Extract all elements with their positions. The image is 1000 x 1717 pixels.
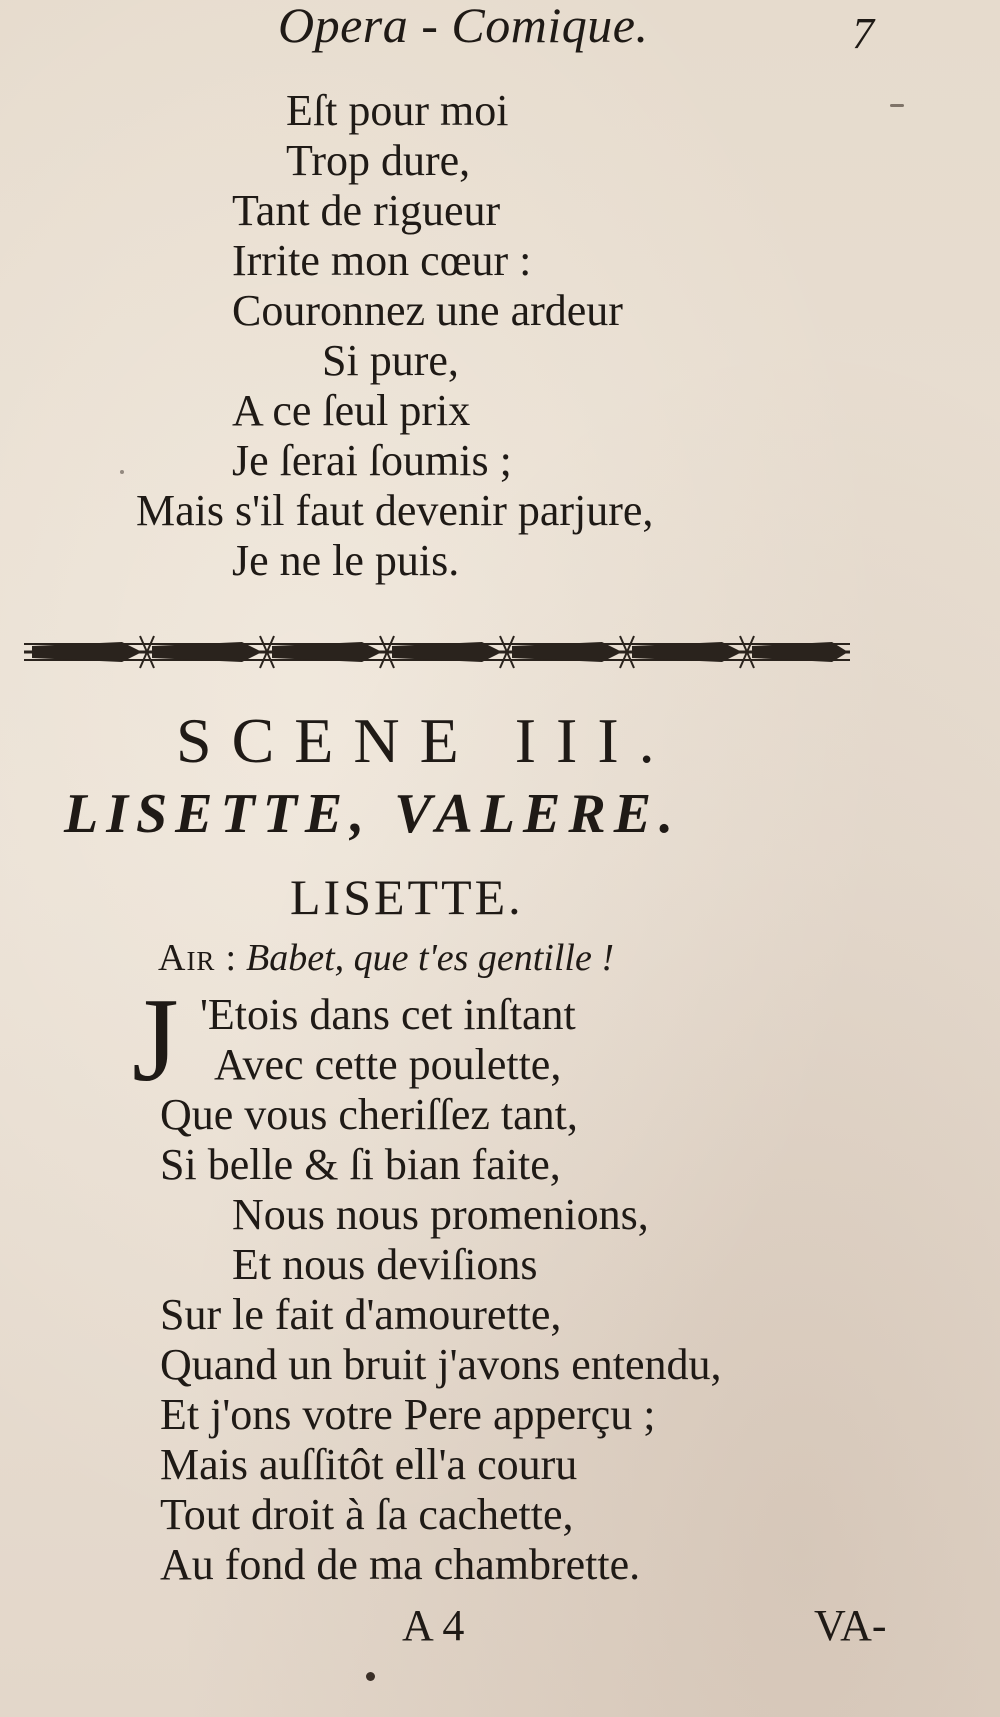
speaker-name: LISETTE. xyxy=(290,869,524,925)
verse-line: Je ne le puis. xyxy=(232,536,460,585)
verse-line: Si pure, xyxy=(322,336,459,385)
song-line: Avec cette poulette, xyxy=(214,1040,562,1089)
drop-cap: J xyxy=(132,973,179,1106)
song-line: Tout droit à ſa cachette, xyxy=(160,1490,574,1539)
song-line: Mais auſſitôt ell'a couru xyxy=(160,1440,578,1489)
song-line: 'Etois dans cet inſtant xyxy=(200,990,576,1039)
scene-title: SCENE III. xyxy=(176,705,675,776)
verse-line: A ce ſeul prix xyxy=(232,386,471,435)
verse-line: Couronnez une ardeur xyxy=(232,286,623,335)
song-line: Et j'ons votre Pere apperçu ; xyxy=(160,1390,656,1439)
signature-mark: A 4 xyxy=(402,1601,465,1650)
song-line: Sur le fait d'amourette, xyxy=(160,1290,562,1339)
song-line: Quand un bruit j'avons entendu, xyxy=(160,1340,722,1389)
song-line: Au fond de ma chambrette. xyxy=(160,1540,641,1589)
catchword: VA- xyxy=(814,1601,887,1650)
song-line: Et nous deviſions xyxy=(232,1240,538,1289)
page-number: 7 xyxy=(852,9,874,58)
air-tune: Babet, que t'es gentille ! xyxy=(246,937,614,979)
verse-line: Irrite mon cœur : xyxy=(232,236,532,285)
air-indication xyxy=(158,936,614,980)
scene-characters: LISETTE, VALERE. xyxy=(64,783,682,845)
verse-line: Trop dure, xyxy=(286,136,471,185)
air-colon: : xyxy=(225,937,237,979)
ink-speck xyxy=(890,104,904,107)
air-label: Air xyxy=(158,937,216,979)
song-line: Que vous cheriſſez tant, xyxy=(160,1090,578,1139)
song-line: Nous nous promenions, xyxy=(232,1190,649,1239)
verse-line: Eſt pour moi xyxy=(286,86,509,135)
verse-line: Tant de rigueur xyxy=(232,186,501,235)
ornamental-rule xyxy=(22,632,852,672)
ink-speck xyxy=(120,470,124,474)
verse-line: Je ſerai ſoumis ; xyxy=(232,436,512,485)
running-head: Opera - Comique. xyxy=(278,0,649,53)
ink-speck xyxy=(366,1672,375,1681)
verse-line: Mais s'il faut devenir parjure, xyxy=(136,486,654,535)
song-line: Si belle & ſi bian faite, xyxy=(160,1140,561,1189)
